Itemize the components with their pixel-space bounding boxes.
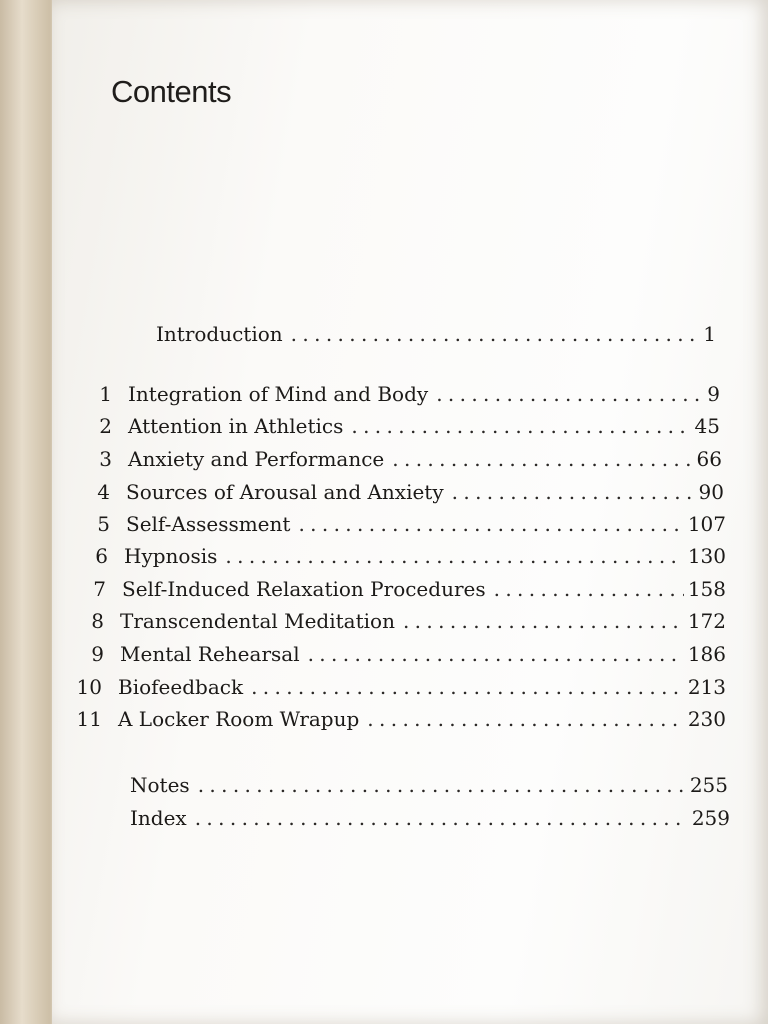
toc-entry-page: 230 [687, 707, 726, 731]
toc-entry-page: 172 [687, 609, 726, 633]
toc-entry-title: Transcendental Meditation [120, 609, 395, 633]
dot-leader [392, 447, 692, 471]
toc-entry-page: 107 [687, 512, 726, 536]
toc-entry-title: Self-Induced Relaxation Procedures [122, 577, 486, 601]
toc-entry-number: 10 [76, 675, 102, 699]
toc-entry-number: 9 [91, 642, 104, 666]
toc-entry-number: 8 [91, 609, 104, 633]
toc-entry-index [74, 806, 730, 836]
dot-leader [195, 806, 688, 830]
dot-leader [251, 675, 684, 699]
toc-entry-number: 4 [97, 480, 110, 504]
toc-entry-title: Anxiety and Performance [128, 447, 385, 471]
toc-entry-page: 259 [691, 806, 730, 830]
toc-entry-title: Biofeedback [118, 675, 244, 699]
toc-entry-chapter [72, 414, 720, 444]
toc-entry-number: 1 [99, 382, 112, 406]
toc-entry-number: 7 [93, 577, 106, 601]
dot-leader [198, 773, 686, 797]
toc-entry-chapter [72, 382, 720, 412]
dot-leader [351, 414, 690, 438]
toc-entry-title: Attention in Athletics [128, 414, 344, 438]
toc-entry-title: Sources of Arousal and Anxiety [126, 480, 444, 504]
toc-entry-chapter [70, 512, 726, 542]
toc-entry-title: Hypnosis [124, 544, 218, 568]
dot-leader [367, 707, 684, 731]
dot-leader [225, 544, 683, 568]
toc-entry-title: Self-Assessment [126, 512, 291, 536]
toc-entry-title: A Locker Room Wrapup [118, 707, 360, 731]
toc-entry-chapter [68, 544, 726, 574]
dot-leader [308, 642, 684, 666]
toc-entry-chapter [64, 609, 726, 639]
dot-leader [436, 382, 703, 406]
dot-leader [298, 512, 683, 536]
page-title: Contents [111, 74, 232, 109]
toc-entry-notes [74, 773, 728, 803]
toc-entry-title: Introduction [156, 322, 283, 346]
toc-entry-chapter [72, 447, 722, 477]
toc-entry-number: 2 [99, 414, 112, 438]
toc-entry-chapter [62, 707, 726, 737]
toc-entry-title: Index [130, 806, 187, 830]
toc-entry-page: 45 [694, 414, 720, 438]
dot-leader [494, 577, 684, 601]
toc-entry-page: 90 [698, 480, 724, 504]
toc-entry-number: 11 [76, 707, 102, 731]
toc-entry-chapter [70, 480, 724, 510]
toc-entry-title: Mental Rehearsal [120, 642, 300, 666]
toc-entry-page: 255 [689, 773, 728, 797]
toc-entry-page: 1 [703, 322, 716, 346]
toc-entry-page: 213 [687, 675, 726, 699]
toc-entry-title: Notes [130, 773, 190, 797]
toc-entry-number: 5 [97, 512, 110, 536]
toc-entry-page: 9 [707, 382, 720, 406]
toc-entry-page: 186 [687, 642, 726, 666]
dot-leader [452, 480, 695, 504]
toc-entry-page: 66 [696, 447, 722, 471]
toc-entry-number: 6 [95, 544, 108, 568]
toc-entry-page: 130 [687, 544, 726, 568]
toc-entry-title: Integration of Mind and Body [128, 382, 429, 406]
toc-entry-number: 3 [99, 447, 112, 471]
toc-entry-chapter [66, 577, 726, 607]
dot-leader [403, 609, 684, 633]
toc-entry-chapter [62, 675, 726, 705]
toc-entry-chapter [64, 642, 726, 672]
dot-leader [291, 322, 700, 346]
toc-entry-introduction [100, 322, 716, 352]
toc-entry-page: 158 [687, 577, 726, 601]
